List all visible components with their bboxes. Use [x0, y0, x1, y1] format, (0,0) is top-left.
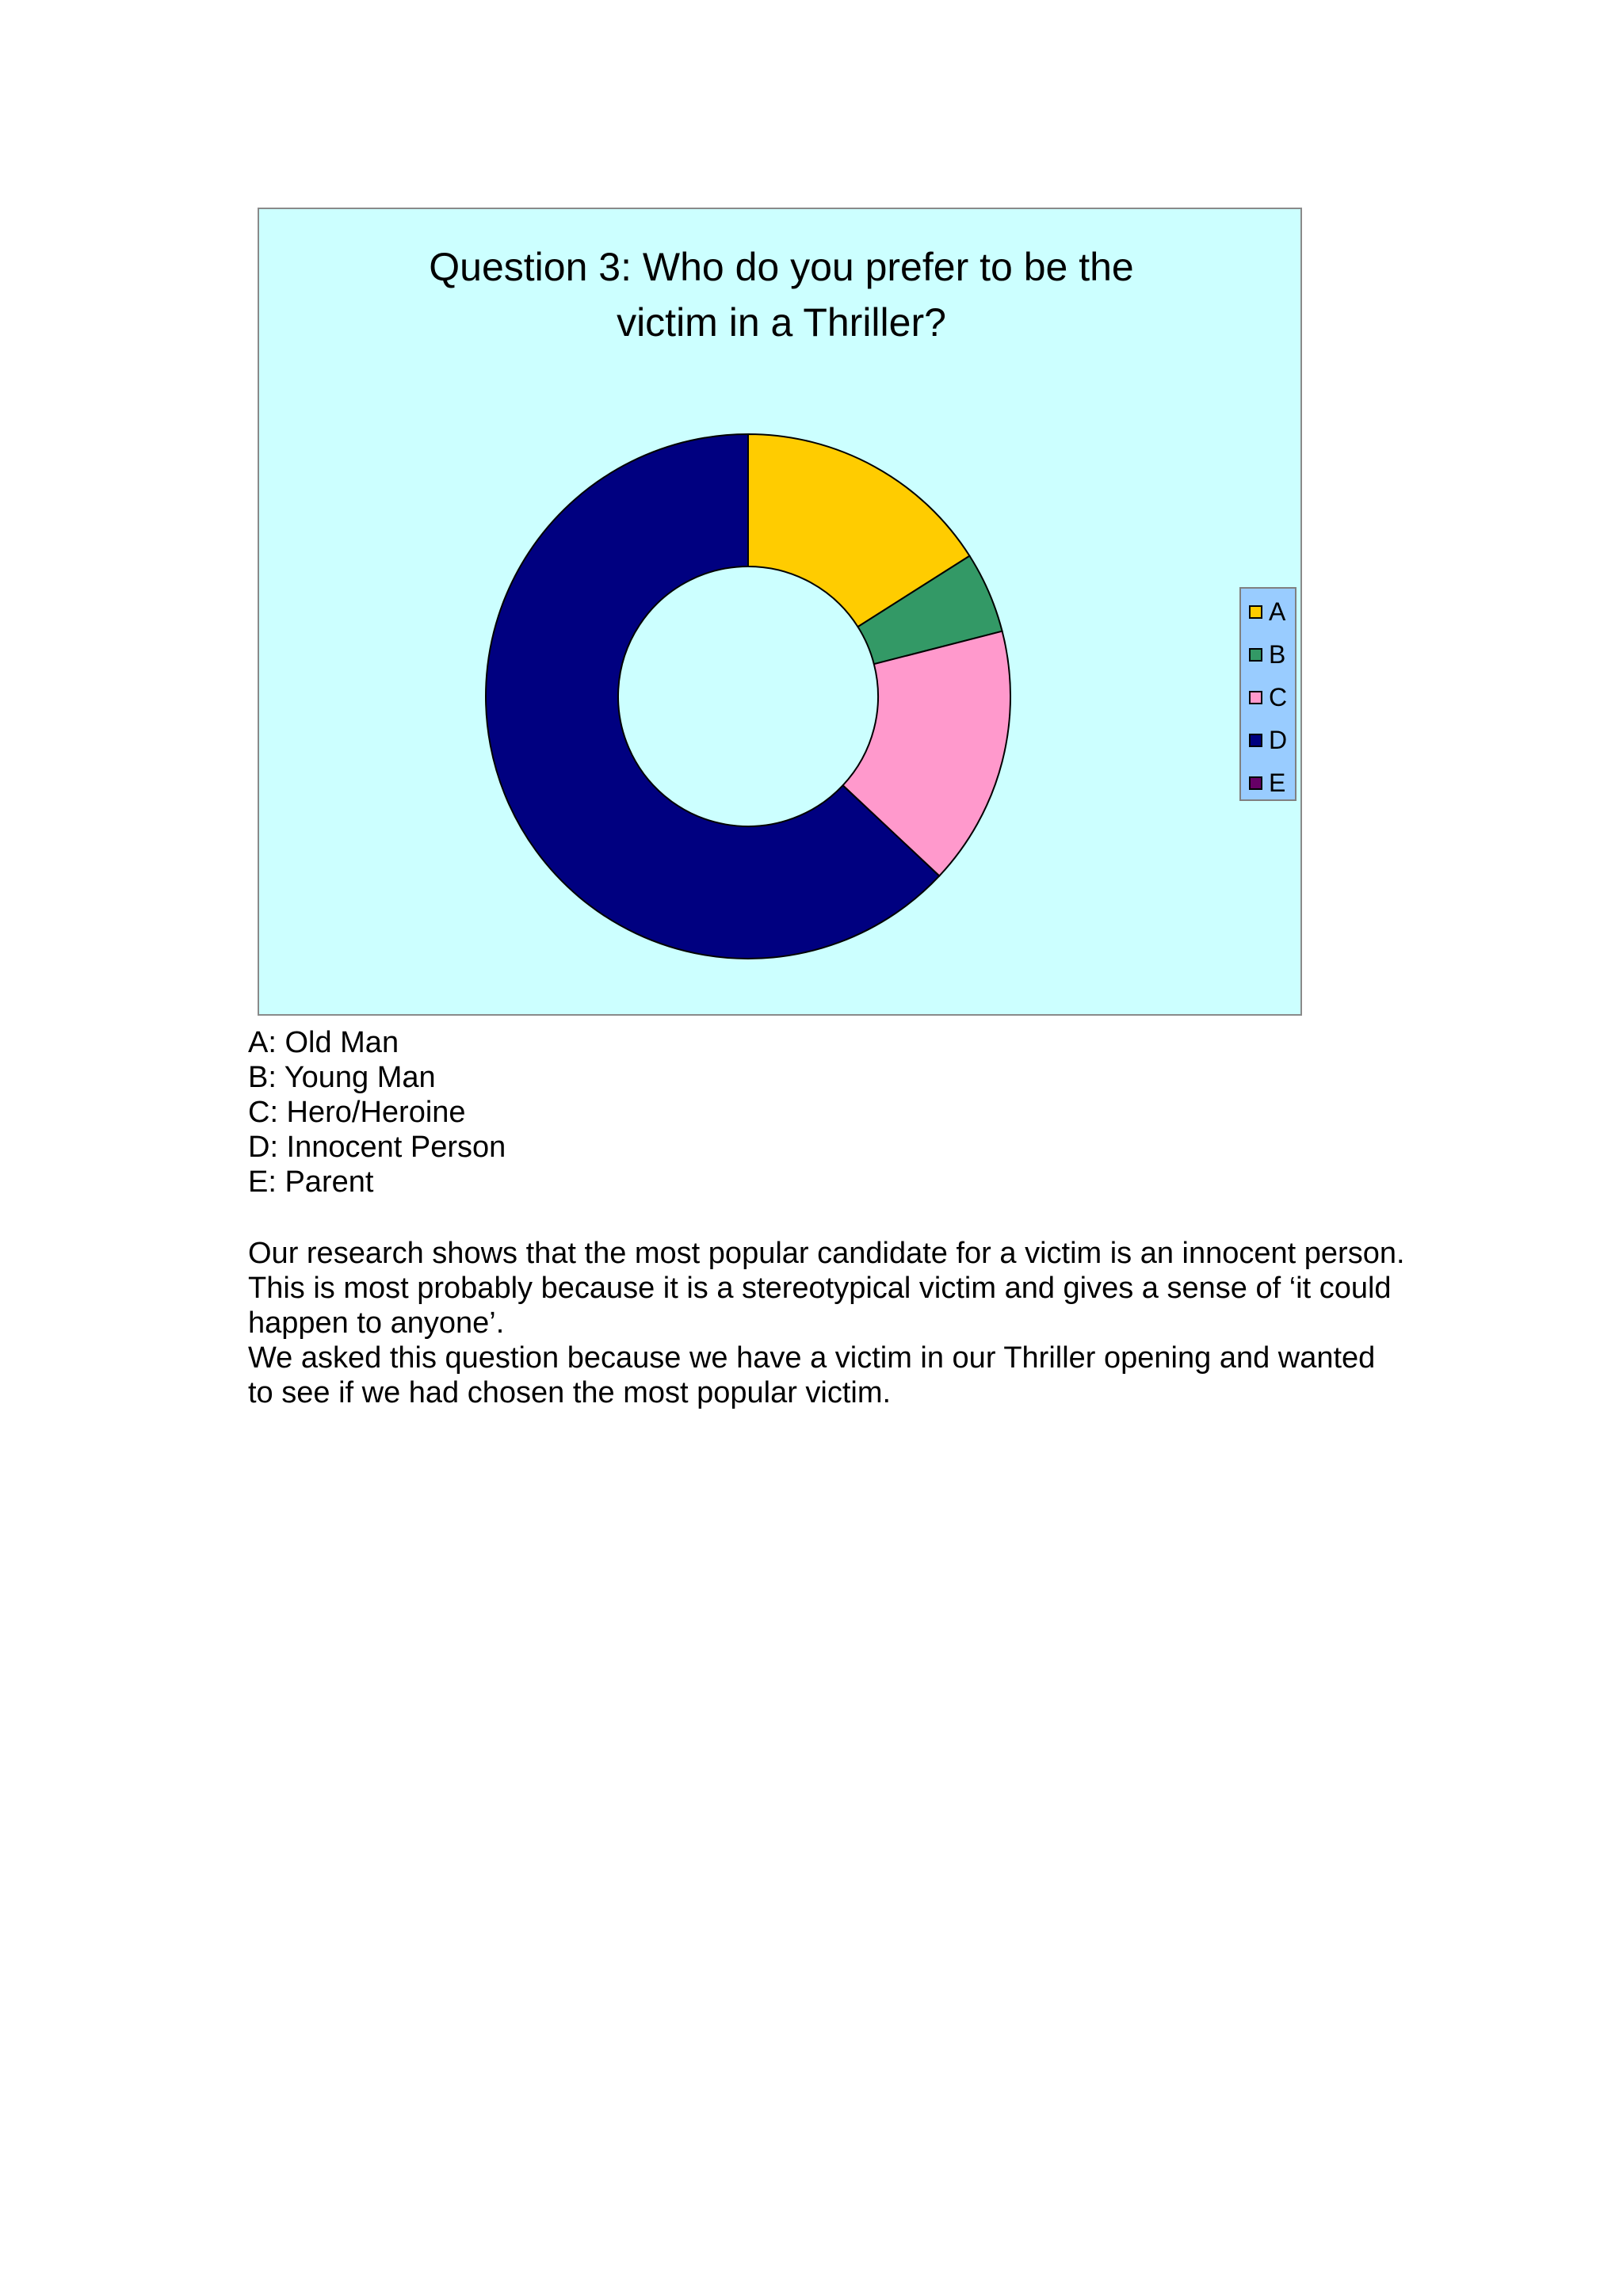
- legend-swatch-e: [1249, 776, 1262, 790]
- legend-label-c: C: [1269, 683, 1288, 711]
- legend-swatch-c: [1249, 691, 1262, 704]
- legend-item-d: [1241, 719, 1295, 761]
- analysis-paragraph-2: We asked this question because we have a victim in our Thriller opening and wanted to see if we had chosen the most popular victim.: [248, 1341, 1376, 1409]
- key-item-c: C: Hero/Heroine: [248, 1096, 466, 1129]
- legend-label-b: B: [1269, 640, 1286, 669]
- analysis-text: [248, 1236, 1405, 1410]
- legend-swatch-a: [1249, 605, 1262, 619]
- chart-legend: [1239, 587, 1296, 801]
- legend-label-e: E: [1269, 769, 1286, 797]
- donut-chart: [259, 209, 1300, 1014]
- legend-item-a: [1241, 590, 1295, 633]
- chart-frame: [258, 208, 1302, 1016]
- legend-item-e: [1241, 761, 1295, 804]
- legend-label-d: D: [1269, 726, 1288, 754]
- analysis-paragraph-1: Our research shows that the most popular candidate for a victim is an innocent person. This is most probably because it is a stereotypical victim and gives a sense of ‘it could happen to anyone’.: [248, 1237, 1405, 1340]
- legend-label-a: A: [1269, 597, 1286, 626]
- key-item-e: E: Parent: [248, 1165, 374, 1199]
- legend-item-b: [1241, 633, 1295, 676]
- donut-slices: [486, 434, 1010, 959]
- legend-swatch-b: [1249, 648, 1262, 662]
- key-item-a: A: Old Man: [248, 1026, 399, 1059]
- legend-swatch-d: [1249, 734, 1262, 747]
- chart-title-line-1: Question 3: Who do you prefer to be the: [429, 245, 1134, 289]
- key-item-b: B: Young Man: [248, 1061, 436, 1094]
- key-item-d: D: Innocent Person: [248, 1131, 506, 1164]
- legend-item-c: [1241, 676, 1295, 719]
- chart-title-line-2: victim in a Thriller?: [617, 300, 946, 345]
- category-key-list: [248, 1025, 506, 1199]
